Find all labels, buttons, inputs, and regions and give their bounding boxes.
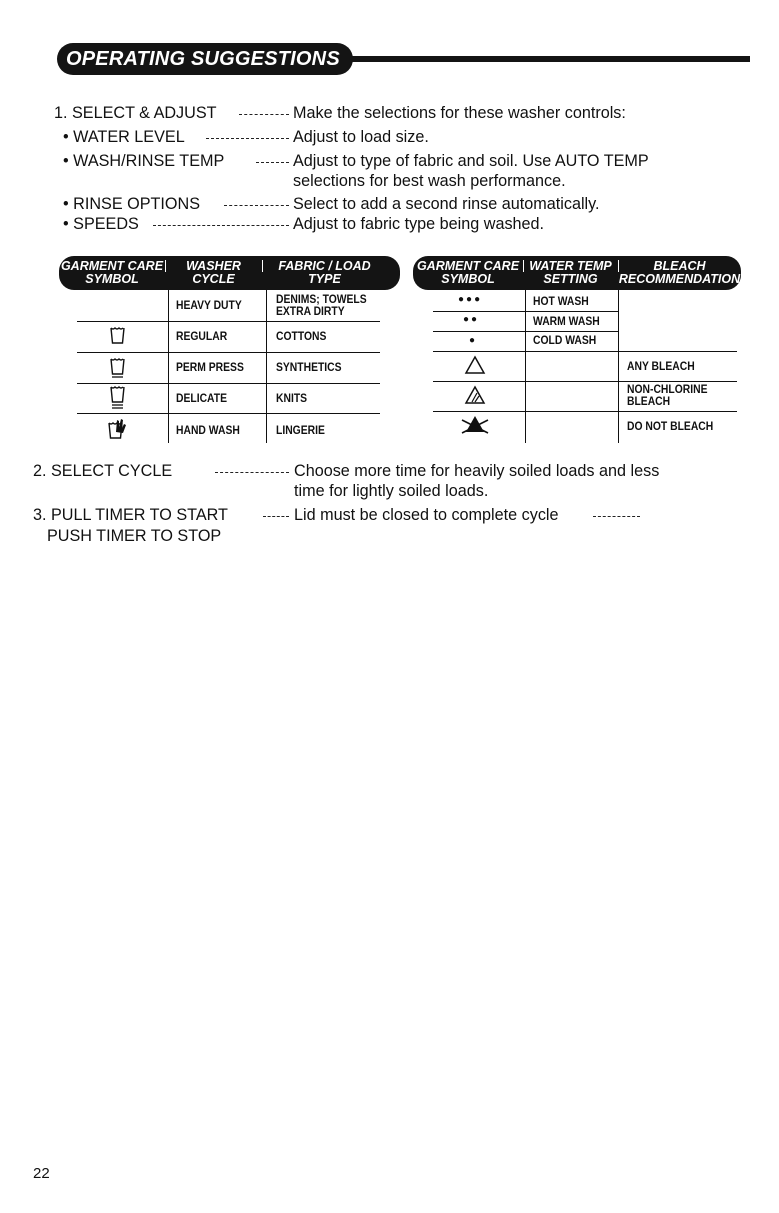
rinse-options-desc: Select to add a second rinse automatically. — [293, 195, 600, 213]
table1-row-rule — [77, 352, 380, 353]
header-divider — [618, 260, 619, 272]
leader-line — [224, 205, 289, 206]
type-cottons: COTTONS — [276, 331, 327, 343]
page-number: 22 — [33, 1165, 50, 1182]
tub-hand-icon — [107, 418, 127, 440]
crossed-triangle-icon — [458, 414, 492, 436]
table2-row-rule — [433, 381, 737, 382]
water-level-desc: Adjust to load size. — [293, 128, 429, 146]
table2-row-rule — [433, 311, 619, 312]
setting-cold-wash: COLD WASH — [533, 335, 597, 347]
header-divider — [165, 260, 166, 272]
leader-line — [256, 162, 289, 163]
table2-header-symbol: GARMENT CARE SYMBOL — [416, 259, 520, 286]
table2-col-rule — [525, 290, 526, 443]
table1-header-symbol: GARMENT CARE SYMBOL — [60, 259, 164, 286]
header-rule — [340, 56, 750, 62]
table1-row-rule — [77, 321, 380, 322]
step-2-label: 2. SELECT CYCLE — [33, 462, 173, 480]
type-denims-towels: DENIMS; TOWELS EXTRA DIRTY — [276, 294, 367, 318]
warm-wash-dots: ●● — [463, 314, 480, 325]
tub-perm-icon — [110, 358, 126, 378]
type-knits: KNITS — [276, 393, 308, 405]
step-1-label: 1. SELECT & ADJUST — [54, 104, 217, 122]
wash-rinse-temp-label: • WASH/RINSE TEMP — [63, 152, 225, 170]
striped-triangle-icon — [464, 385, 486, 405]
step-2-desc-2: time for lightly soiled loads. — [294, 482, 489, 500]
step-1-desc: Make the selections for these washer controls: — [293, 104, 626, 122]
type-lingerie: LINGERIE — [276, 425, 325, 437]
speeds-label: • SPEEDS — [63, 215, 139, 233]
table2-row-rule — [433, 411, 737, 412]
cycle-perm-press: PERM PRESS — [176, 362, 244, 374]
section-title: OPERATING SUGGESTIONS — [57, 43, 353, 75]
cold-wash-dot: ● — [469, 335, 476, 346]
speeds-desc: Adjust to fabric type being washed. — [293, 215, 545, 233]
table1-col-rule — [168, 290, 169, 443]
leader-line — [215, 472, 289, 473]
leader-line — [263, 516, 289, 517]
cycle-heavy-duty: HEAVY DUTY — [176, 300, 242, 312]
leader-line — [206, 138, 289, 139]
step-3-stop: PUSH TIMER TO STOP — [47, 527, 222, 545]
water-level-label: • WATER LEVEL — [63, 128, 185, 146]
table2-col-rule — [618, 290, 619, 443]
cycle-delicate: DELICATE — [176, 393, 227, 405]
table1-header — [59, 256, 400, 290]
table2-header — [413, 256, 741, 290]
table2-header-temp: WATER TEMP SETTING — [529, 259, 612, 286]
setting-warm-wash: WARM WASH — [533, 316, 600, 328]
step-3-label: 3. PULL TIMER TO START — [33, 506, 228, 524]
table2-header-bleach: BLEACH RECOMMENDATION — [618, 259, 741, 286]
table1-col-rule — [266, 290, 267, 443]
table1-header-type: FABRIC / LOAD TYPE — [278, 259, 371, 286]
bleach-any: ANY BLEACH — [627, 361, 695, 373]
table2-row-rule — [433, 331, 619, 332]
table1-row-rule — [77, 413, 380, 414]
header-divider — [262, 260, 263, 272]
bleach-non-chlorine: NON-CHLORINE BLEACH — [627, 384, 708, 408]
leader-line — [239, 114, 289, 115]
triangle-icon — [464, 355, 486, 375]
bleach-do-not: DO NOT BLEACH — [627, 421, 714, 433]
cycle-hand-wash: HAND WASH — [176, 425, 240, 437]
hot-wash-dots: ●●● — [458, 294, 483, 305]
table1-row-rule — [77, 383, 380, 384]
wash-rinse-temp-desc-2: selections for best wash performance. — [293, 172, 566, 190]
leader-line — [153, 225, 289, 226]
header-divider — [523, 260, 524, 272]
rinse-options-label: • RINSE OPTIONS — [63, 195, 200, 213]
step-2-desc: Choose more time for heavily soiled loads and less — [294, 462, 660, 480]
wash-rinse-temp-desc: Adjust to type of fabric and soil. Use AUTO TEMP — [293, 152, 649, 170]
type-synthetics: SYNTHETICS — [276, 362, 342, 374]
table2-row-rule — [433, 351, 737, 352]
tub-icon — [110, 327, 126, 345]
cycle-regular: REGULAR — [176, 331, 228, 343]
step-3-desc: Lid must be closed to complete cycle — [294, 506, 559, 524]
setting-hot-wash: HOT WASH — [533, 296, 589, 308]
tub-delicate-icon — [110, 386, 126, 410]
table1-header-cycle: WASHER CYCLE — [186, 259, 241, 286]
leader-line — [593, 516, 640, 517]
